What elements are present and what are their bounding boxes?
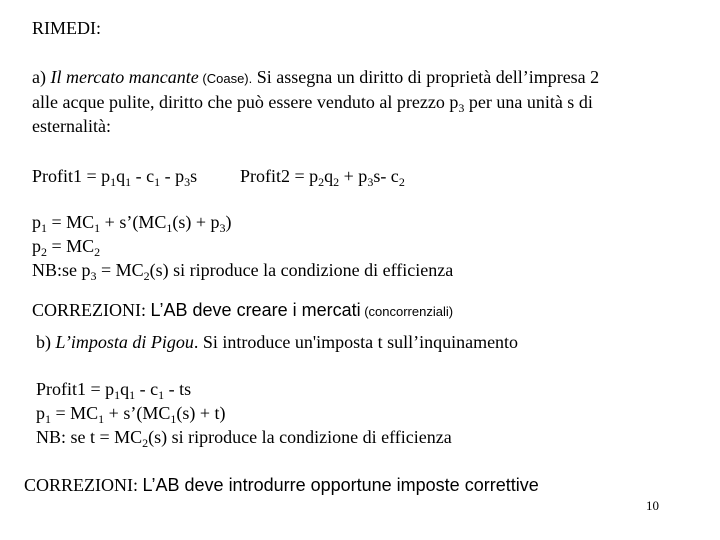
correction-a-label: CORREZIONI:	[32, 300, 151, 320]
section-a-line-1	[32, 66, 599, 90]
correction-b-label: CORREZIONI:	[24, 475, 143, 495]
section-b-text: . Si introduce un'imposta t sull’inquinamento	[193, 332, 519, 352]
profit2-equation-a: Profit2 = $p_2q_2 + p_3s-$ $c_2$	[240, 166, 405, 189]
section-b-line	[36, 331, 518, 353]
section-a-source: (Coase).	[198, 71, 253, 86]
page-number: 10	[646, 498, 659, 513]
equation-a-line-3: NB:se $p_3 = MC_2(s)$ si riproduce la condizione di efficienza	[32, 260, 454, 283]
equation-a-line-2: $p_2 = MC_2$	[32, 236, 101, 259]
section-b-label: b)	[36, 332, 56, 352]
section-a-title: Il mercato mancante	[50, 67, 199, 87]
equation-b-line-3: NB: se $t = MC_2(s)$ si riproduce la condizione di efficienza	[36, 427, 452, 450]
profit1-equation-a: Profit1 = $p_1q_1 - c_1 - p_3s$	[32, 166, 198, 189]
section-a-line-2: alle acque pulite, diritto che può essere venduto al prezzo $p_3$ per una unità s di	[32, 92, 593, 115]
section-a-label: a)	[32, 67, 51, 87]
correction-b	[24, 474, 539, 496]
correction-a-main: L’AB deve creare i mercati	[150, 300, 361, 320]
page-heading: RIMEDI:	[32, 18, 101, 38]
section-b-title: L’imposta di Pigou	[55, 332, 194, 352]
equation-a-line-1: $p_1 = MC_1$ + $s’(MC_1(s) + p_3)$	[32, 212, 232, 235]
correction-b-main: L’AB deve introdurre opportune imposte correttive	[142, 475, 539, 495]
equation-b-line-1: Profit1 = $p_1q_1 - c_1$ - ts	[36, 379, 192, 402]
correction-a-note: (concorrenziali)	[360, 304, 454, 319]
section-a-text-1: Si assegna un diritto di proprietà dell’impresa 2	[252, 67, 600, 87]
equation-b-line-2: $p_1 = MC_1$ + $s’(MC_1(s) + t)$	[36, 403, 226, 426]
correction-a	[32, 299, 453, 323]
section-a-line-3: esternalità:	[32, 116, 111, 136]
